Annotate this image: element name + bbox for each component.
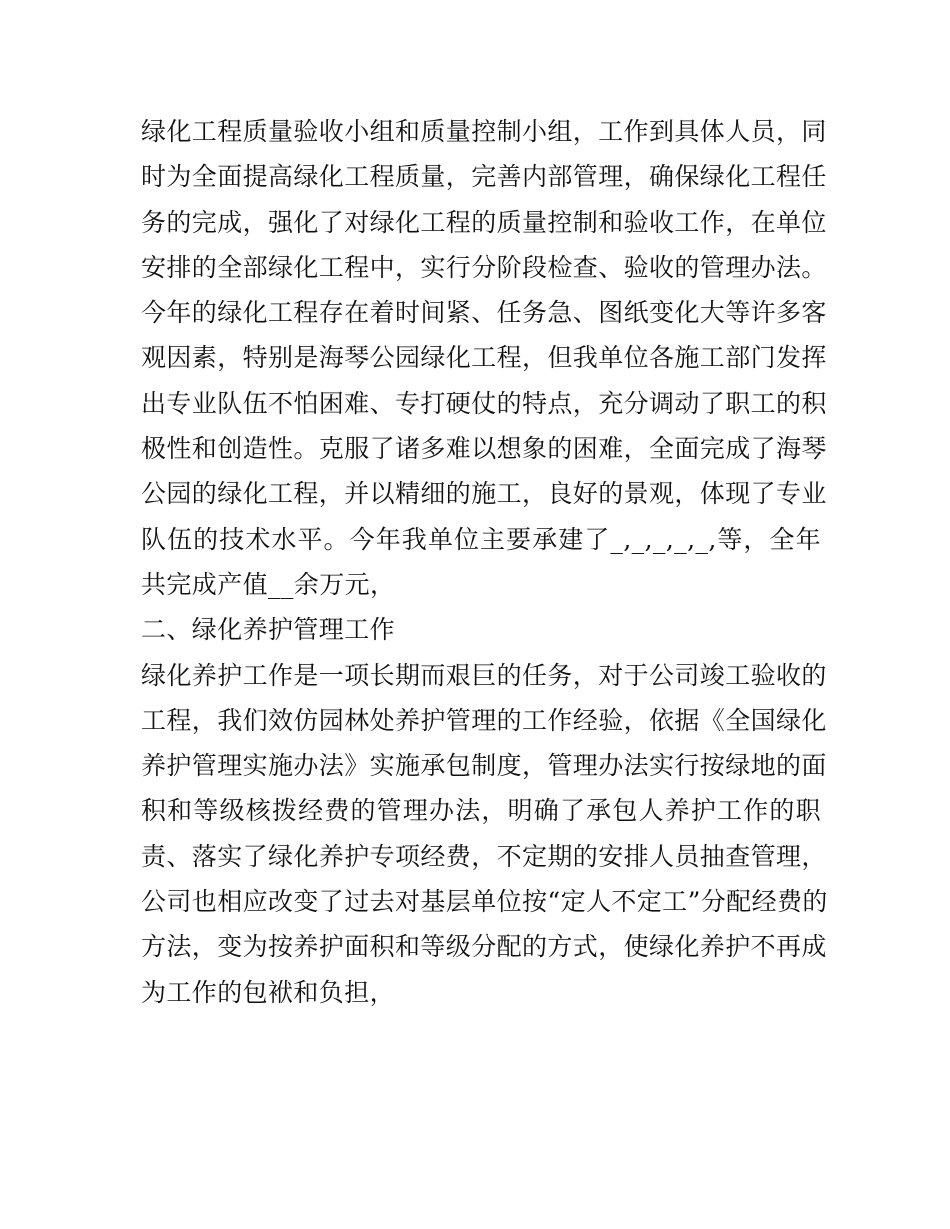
text-line: 积和等级核拨经费的管理办法，明确了承包人养护工作的职	[141, 796, 821, 826]
text-line: 出专业队伍不怕困难、专打硬仗的特点，充分调动了职工的积	[141, 388, 827, 418]
text-line: 共完成产值__余万元，	[141, 569, 396, 599]
text-line: 公园的绿化工程，并以精细的施工，良好的景观，体现了专业	[141, 479, 827, 509]
text-line: 极性和创造性。克服了诸多难以想象的困难，全面完成了海琴	[141, 434, 827, 464]
text-line: 为工作的包袱和负担，	[141, 977, 396, 1007]
text-line: 今年的绿化工程存在着时间紧、任务急、图纸变化大等许多客	[141, 298, 827, 328]
text-line: 公司也相应改变了过去对基层单位按“定人不定工”分配经费的	[141, 887, 828, 917]
section-heading: 二、绿化养护管理工作	[141, 615, 396, 645]
text-line: 方法，变为按养护面积和等级分配的方式，使绿化养护不再成	[141, 932, 827, 962]
text-line: 责、落实了绿化养护专项经费，不定期的安排人员抽查管理，	[141, 841, 827, 871]
text-line: 观因素，特别是海琴公园绿化工程，但我单位各施工部门发挥	[141, 343, 827, 373]
text-line: 养护管理实施办法》实施承包制度，管理办法实行按绿地的面	[141, 751, 827, 781]
text-line: 工程，我们效仿园林处养护管理的工作经验，依据《全国绿化	[141, 705, 827, 735]
text-line: 务的完成，强化了对绿化工程的质量控制和验收工作，在单位	[141, 207, 827, 237]
text-line: 队伍的技术水平。今年我单位主要承建了_,_,_,_,_,等，全年	[141, 524, 821, 554]
body-text	[141, 109, 828, 1015]
text-line: 安排的全部绿化工程中，实行分阶段检查、验收的管理办法。	[141, 252, 827, 282]
text-line: 时为全面提高绿化工程质量，完善内部管理，确保绿化工程任	[141, 162, 827, 192]
text-line: 绿化工程质量验收小组和质量控制小组，工作到具体人员，同	[141, 117, 827, 146]
text-line: 绿化养护工作是一项长期而艰巨的任务，对于公司竣工验收的	[141, 660, 827, 690]
